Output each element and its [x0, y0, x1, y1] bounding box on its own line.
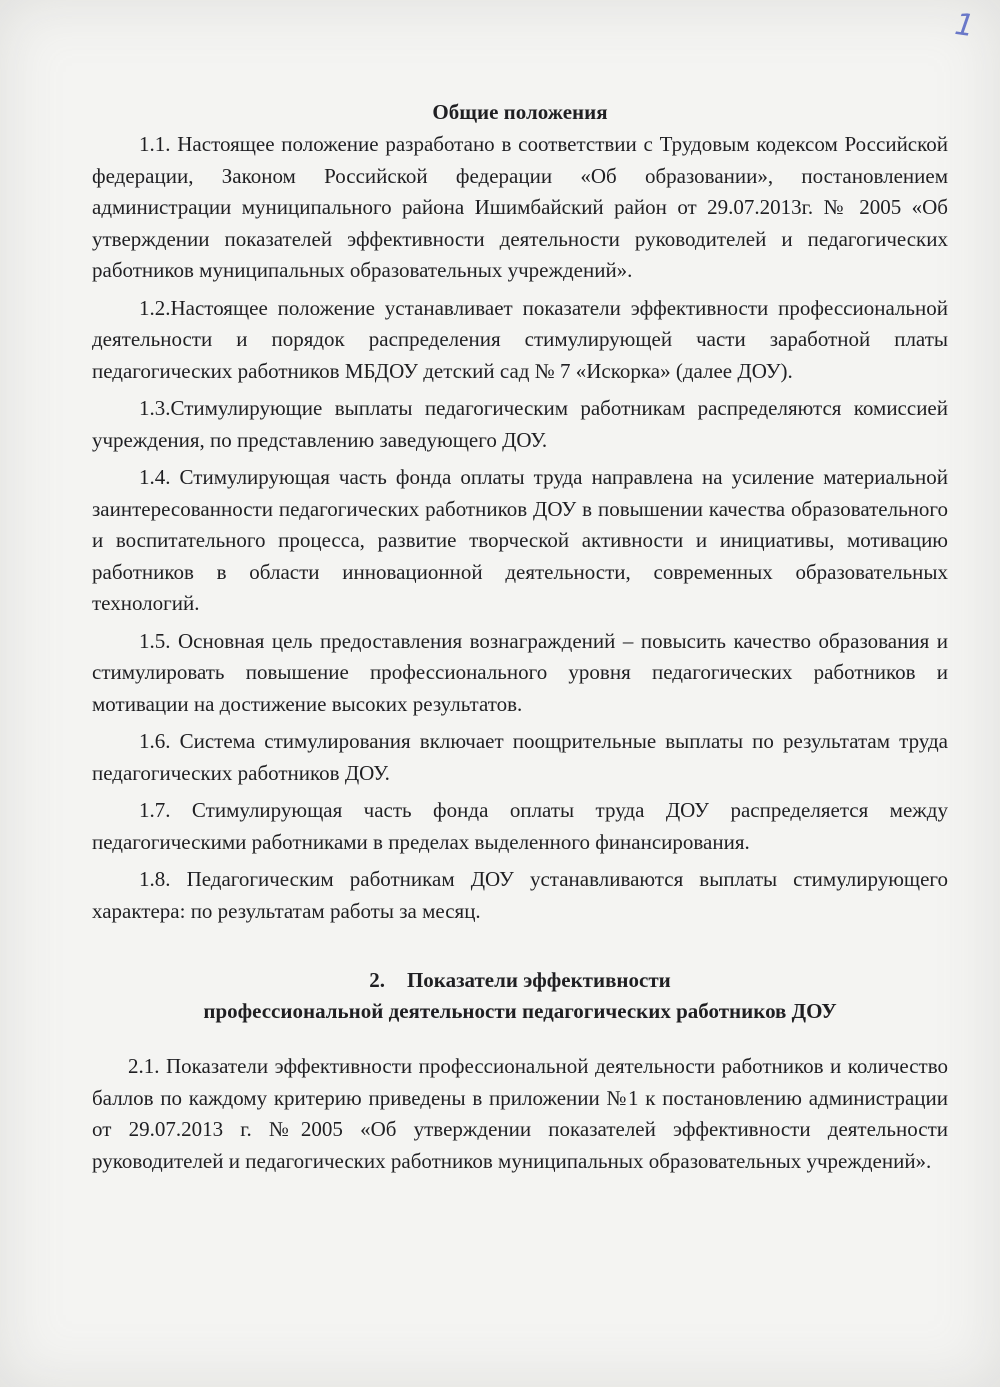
- section-2-title: [92, 965, 948, 1027]
- section-2-title-line-2: профессиональной деятельности педагогических работников ДОУ: [203, 999, 837, 1023]
- paragraph-1-3: 1.3.Стимулирующие выплаты педагогическим работникам распределяются комиссией учреждения, по представлению заведующего ДОУ.: [92, 396, 948, 452]
- paragraph-1-6: 1.6. Система стимулирования включает поощрительные выплаты по результатам труда педагогических работников ДОУ.: [92, 729, 948, 785]
- paragraph-1-2: 1.2.Настоящее положение устанавливает показатели эффективности профессиональной деятельности и порядок распределения стимулирующей части заработной платы педагогических работников МБДОУ детский сад № 7 «Искорка» (далее ДОУ).: [92, 295, 948, 383]
- section-1-title: Общие положения: [432, 100, 608, 124]
- handwritten-page-number: 1: [952, 6, 977, 45]
- section-2-body: [92, 1051, 948, 1177]
- paragraph-1-1: 1.1. Настоящее положение разработано в соответствии с Трудовым кодексом Российской федерации, Законом Российской федерации «Об образовании», постановлением администрации муниципального района Ишимбайский район от 29.07.2013г. № 2005 «Об утверждении показателей эффективности деятельности руководителей и педагогических работников муниципальных образовательных учреждений».: [92, 132, 948, 282]
- section-2-title-line-1: [92, 965, 948, 996]
- paragraph-1-8: 1.8. Педагогическим работникам ДОУ устанавливаются выплаты стимулирующего характера: по результатам работы за месяц.: [92, 867, 948, 923]
- section-2-number: 2.: [369, 968, 385, 992]
- document-body: [92, 100, 948, 1177]
- paragraph-1-4: 1.4. Стимулирующая часть фонда оплаты труда направлена на усиление материальной заинтересованности педагогических работников ДОУ в повышении качества образовательного и воспитательного процесса, развитие творческой активности и инициативы, мотивацию работников в области инновационной деятельности, современных образовательных технологий.: [92, 465, 948, 615]
- section-1-body: [92, 129, 948, 927]
- paragraph-2-1: 2.1. Показатели эффективности профессиональной деятельности работников и количество баллов по каждому критерию приведены в приложении №1 к постановлению администрации от 29.07.2013 г. №2005 «Об утверждении показателей эффективности деятельности руководителей и педагогических работников муниципальных образовательных учреждений».: [92, 1054, 948, 1173]
- paragraph-1-5: 1.5. Основная цель предоставления вознаграждений – повысить качество образования и стимулировать повышение профессионального уровня педагогических работников и мотивации на достижение высоких результатов.: [92, 628, 948, 716]
- paragraph-1-7: 1.7. Стимулирующая часть фонда оплаты труда ДОУ распределяется между педагогическими работниками в пределах выделенного финансирования.: [92, 798, 948, 854]
- section-2-title-text: Показатели эффективности: [406, 968, 671, 992]
